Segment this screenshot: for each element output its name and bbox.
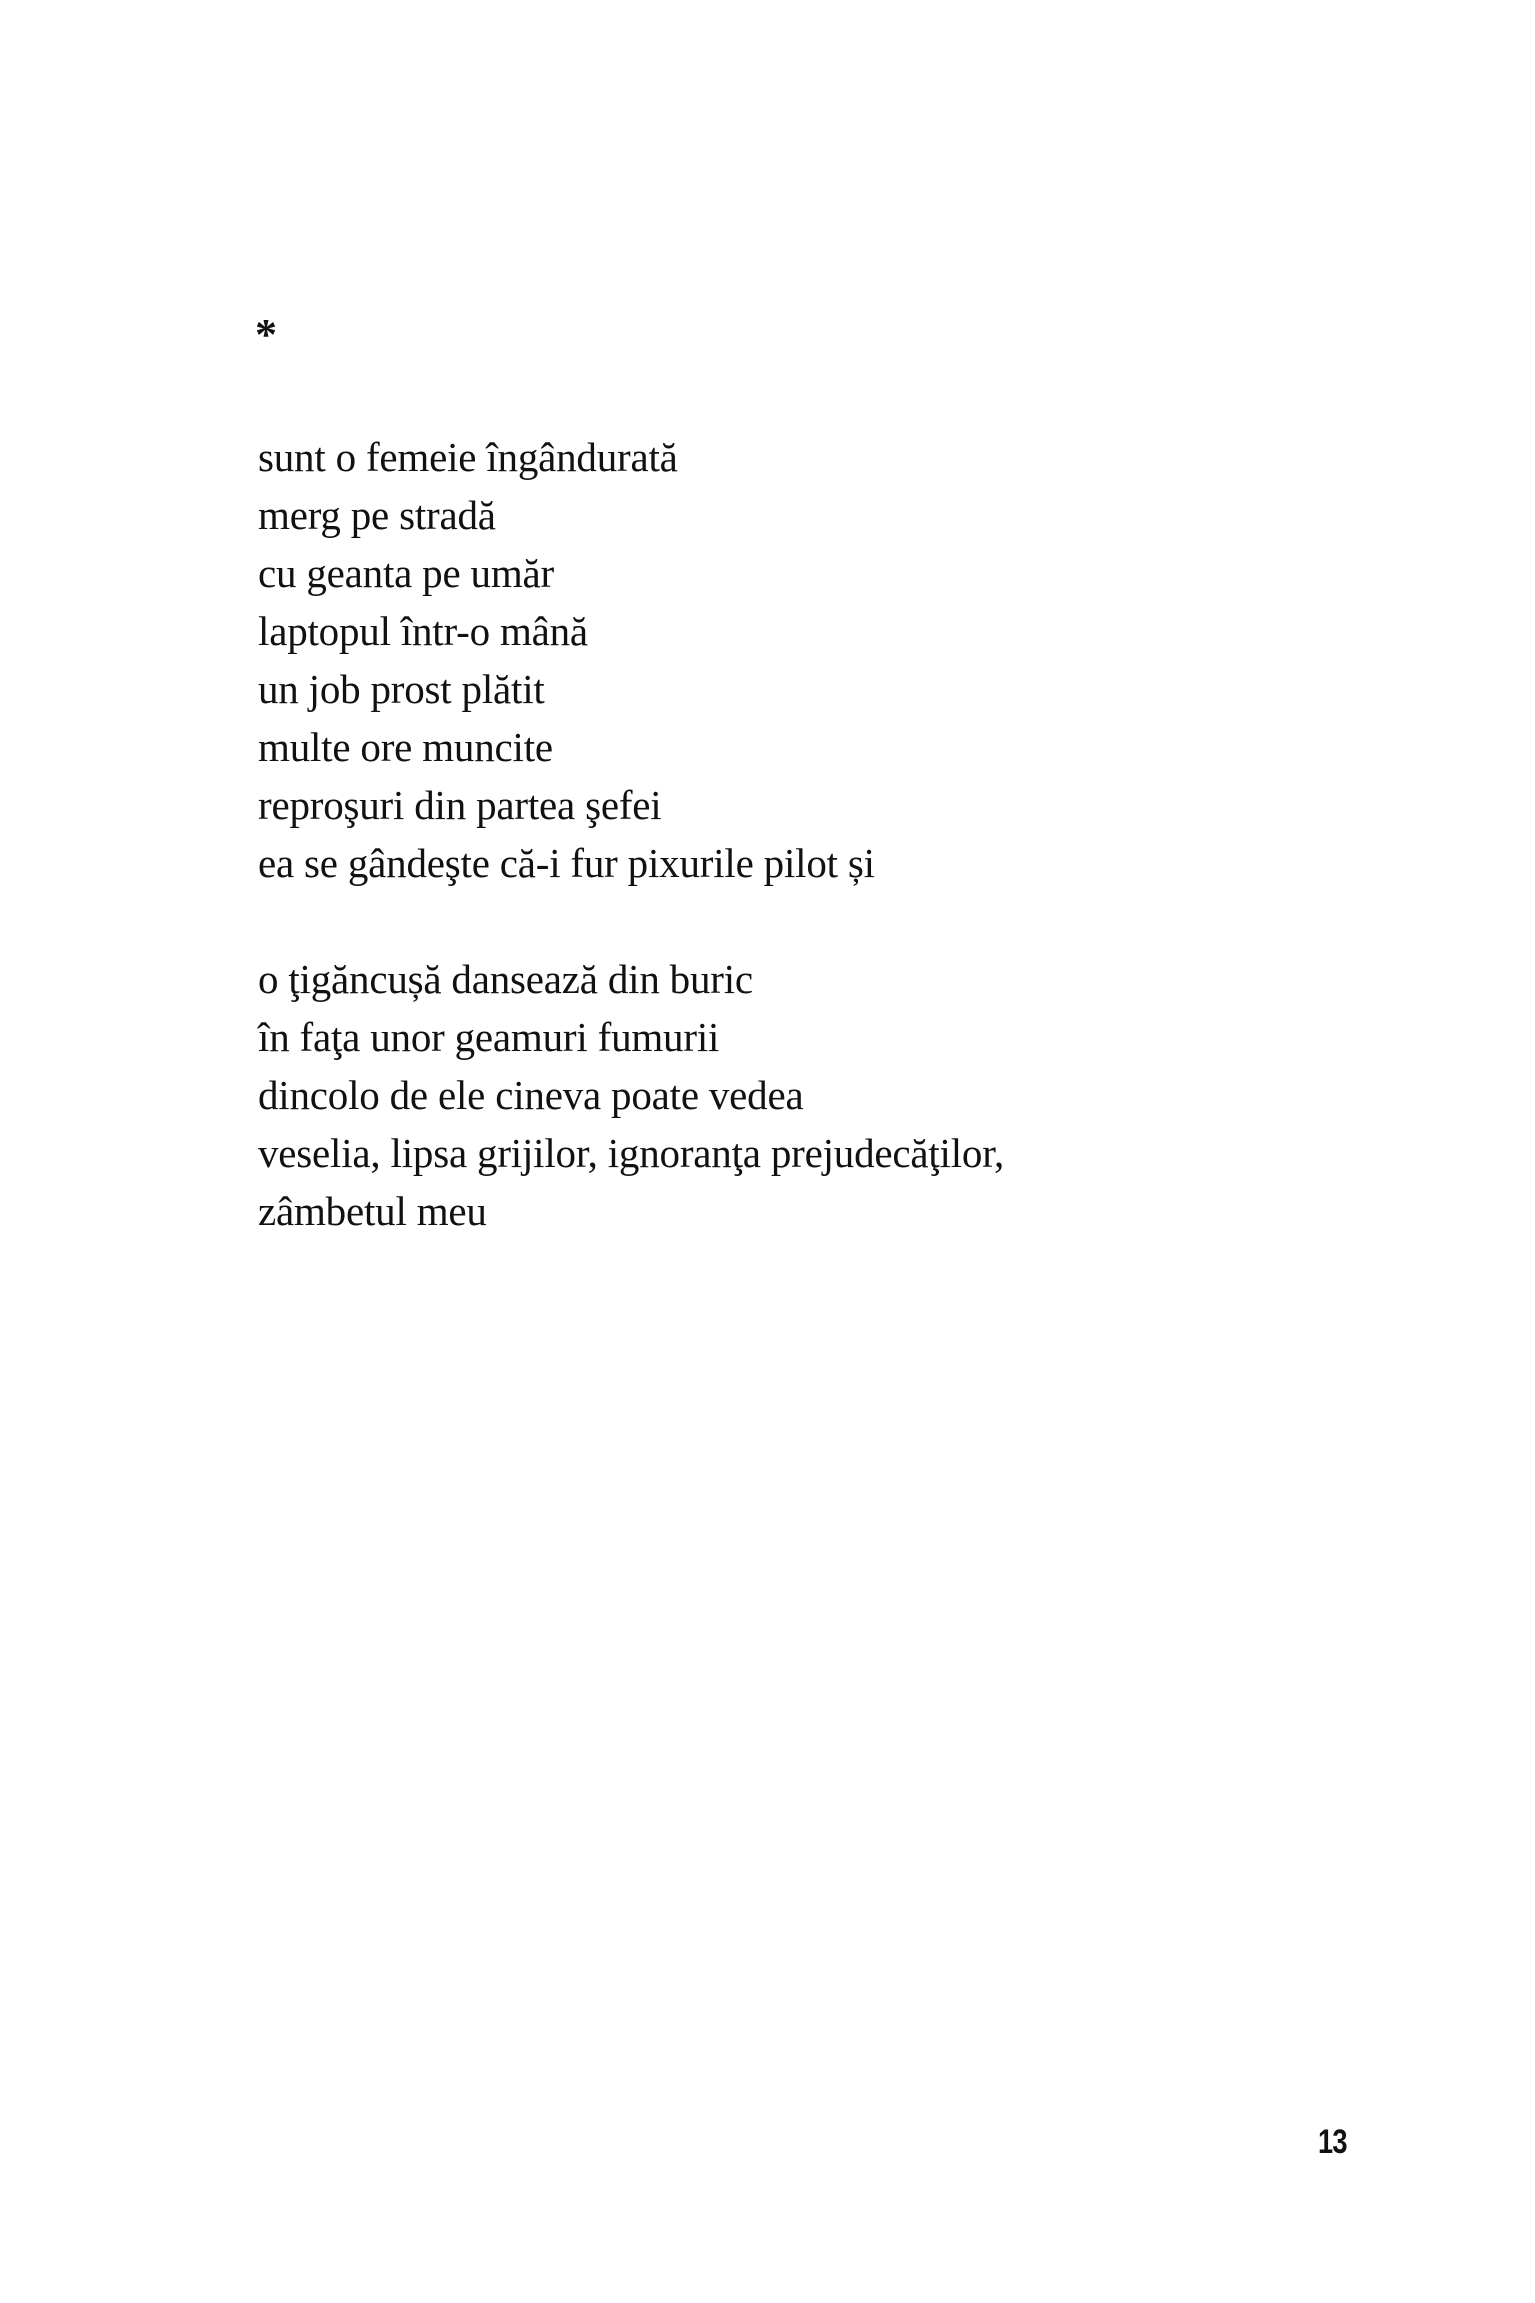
- poem-line: multe ore muncite: [258, 724, 553, 770]
- poem-line: laptopul într-o mână: [258, 608, 588, 654]
- stanza-1: [258, 428, 875, 892]
- poem-line: în faţa unor geamuri fumurii: [258, 1014, 720, 1060]
- poem-line: merg pe stradă: [258, 492, 496, 538]
- poem-line: o ţigăncușă dansează din buric: [258, 956, 753, 1002]
- poem-line: veselia, lipsa grijilor, ignoranţa prejudecăţilor,: [258, 1130, 1005, 1176]
- poem-line: ea se gândeşte că-i fur pixurile pilot și: [258, 840, 875, 886]
- page-number: 13: [1318, 2123, 1347, 2161]
- poem-line: reproşuri din partea şefei: [258, 782, 662, 828]
- poem-line: zâmbetul meu: [258, 1188, 487, 1234]
- poem-line: sunt o femeie îngândurată: [258, 434, 678, 480]
- section-separator: *: [255, 310, 277, 359]
- poem-line: dincolo de ele cineva poate vedea: [258, 1072, 804, 1118]
- stanza-2: [258, 950, 1004, 1240]
- poem-line: cu geanta pe umăr: [258, 550, 554, 596]
- poem-line: un job prost plătit: [258, 666, 545, 712]
